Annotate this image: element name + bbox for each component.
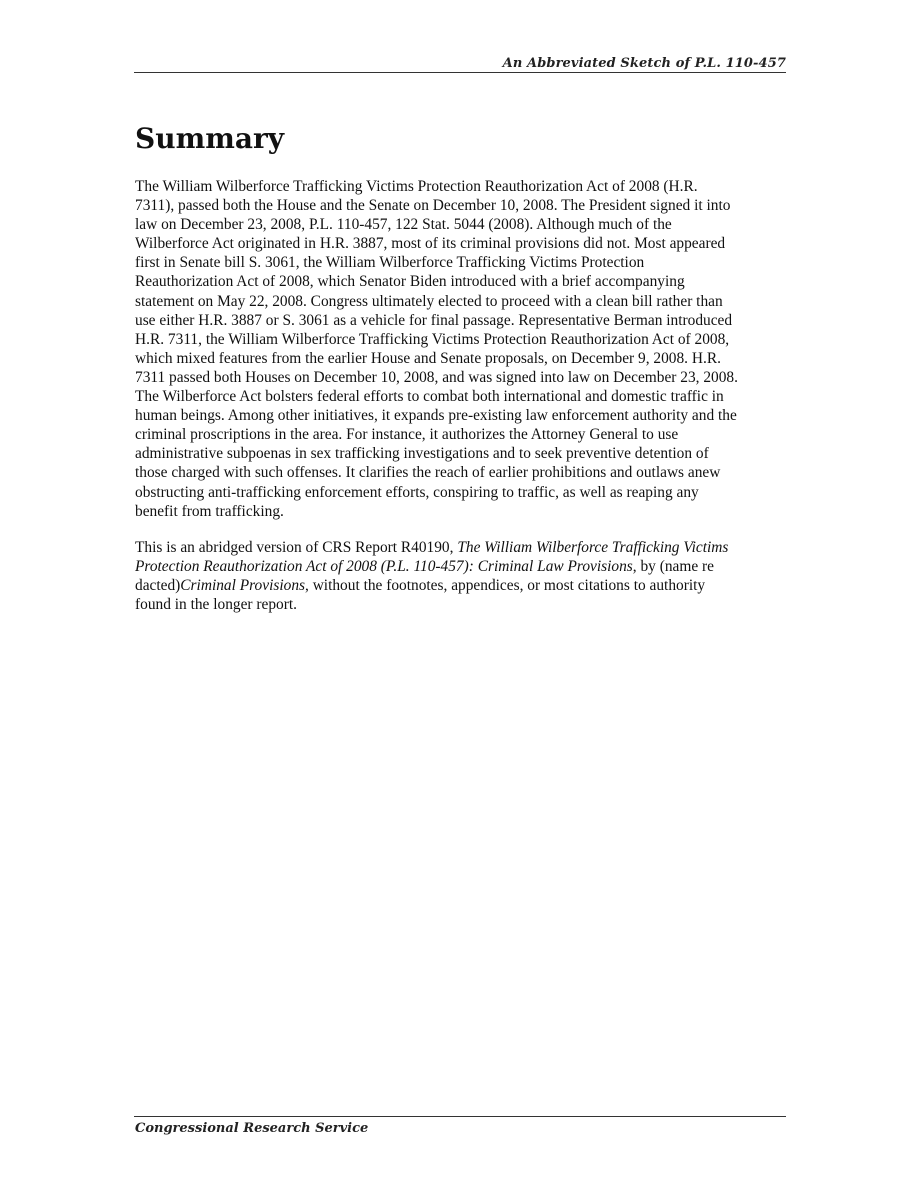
summary-paragraph-2: [135, 538, 789, 614]
paragraph-line: administrative subpoenas in sex trafficking investigations and to seek preventive detention of: [135, 445, 709, 463]
paragraph-line: human beings. Among other initiatives, it expands pre-existing law enforcement authority and the: [135, 407, 737, 425]
footer-organization: Congressional Research Service: [135, 1121, 369, 1136]
paragraph-line: Wilberforce Act originated in H.R. 3887, most of its criminal provisions did not. Most appeared: [135, 235, 726, 253]
paragraph-line: obstructing anti-trafficking enforcement efforts, conspiring to traffic, as well as reaping any: [135, 483, 699, 501]
paragraph-line: law on December 23, 2008, P.L. 110-457, 122 Stat. 5044 (2008). Although much of the: [135, 216, 672, 234]
running-header-title: An Abbreviated Sketch of P.L. 110-457: [502, 56, 786, 71]
paragraph-line: found in the longer report.: [135, 595, 297, 613]
paragraph-line: H.R. 7311, the William Wilberforce Trafficking Victims Protection Reauthorization Act of 2008,: [135, 330, 730, 348]
paragraph-line: statement on May 22, 2008. Congress ultimately elected to proceed with a clean bill rather than: [135, 292, 723, 310]
paragraph-line: which mixed features from the earlier House and Senate proposals, on December 9, 2008. H.R.: [135, 349, 721, 367]
section-heading: Summary: [135, 122, 284, 155]
paragraph-line: criminal proscriptions in the area. For instance, it authorizes the Attorney General to use: [135, 426, 679, 444]
summary-paragraph-1: [135, 177, 789, 521]
paragraph-line: The Wilberforce Act bolsters federal efforts to combat both international and domestic traffic in: [135, 388, 724, 406]
abridgment-note: , without the footnotes, appendices, or most citations to authority: [305, 576, 706, 594]
paragraph-line: 7311), passed both the House and the Senate on December 10, 2008. The President signed it into: [135, 197, 731, 215]
paragraph-line: those charged with such offenses. It clarifies the reach of earlier prohibitions and outlaws anew: [135, 464, 721, 482]
paragraph-line: use either H.R. 3887 or S. 3061 as a vehicle for final passage. Representative Berman introduced: [135, 311, 733, 329]
paragraph-line: [135, 557, 789, 576]
paragraph-line: 7311 passed both Houses on December 10, 2008, and was signed into law on December 23, 2008.: [135, 368, 738, 386]
author-text: , by (name re: [632, 557, 714, 575]
summary-body: [135, 177, 789, 631]
report-title-italic: Protection Reauthorization Act of 2008 (P.L. 110-457): Criminal Law Provisions: [135, 557, 633, 575]
paragraph-line: [135, 538, 789, 557]
redacted-text: dacted): [135, 576, 181, 594]
paragraph-line: first in Senate bill S. 3061, the William Wilberforce Trafficking Victims Protection: [135, 254, 645, 272]
paragraph-line: benefit from trafficking.: [135, 502, 284, 520]
paragraph-line: Reauthorization Act of 2008, which Senator Biden introduced with a brief accompanying: [135, 273, 685, 291]
paragraph-line: [135, 576, 789, 595]
paragraph-line: The William Wilberforce Trafficking Victims Protection Reauthorization Act of 2008 (H.R.: [135, 178, 698, 195]
header-rule: [134, 72, 786, 73]
short-title-italic: Criminal Provisions: [180, 576, 305, 594]
footer-rule: [134, 1116, 786, 1117]
report-intro-text: This is an abridged version of CRS Report R40190,: [135, 538, 458, 556]
report-title-italic: The William Wilberforce Trafficking Victims: [457, 538, 729, 556]
